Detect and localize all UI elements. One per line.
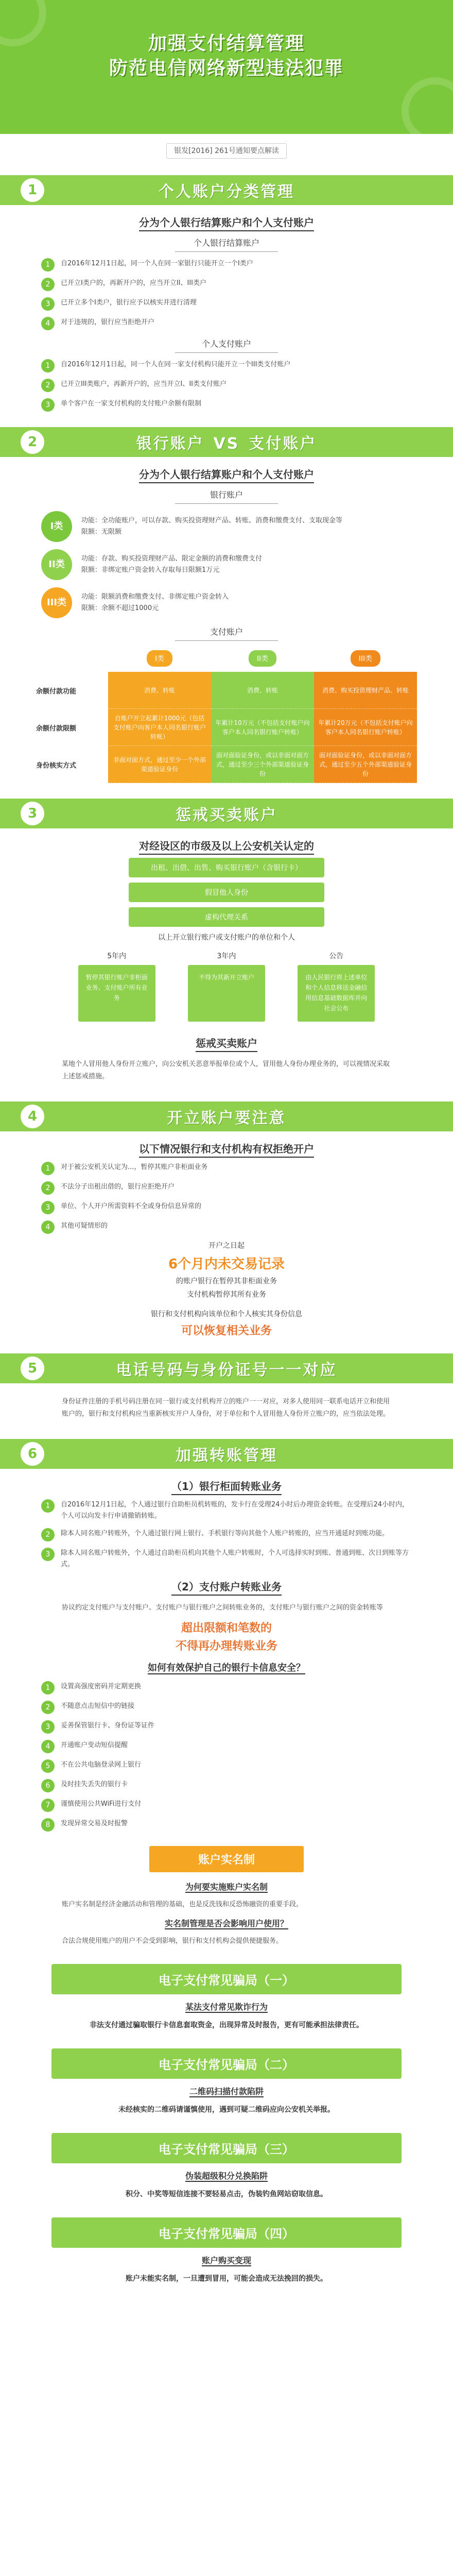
list-item: 1 对于被公安机关认定为...，暂停其账户非柜面业务 xyxy=(41,1162,412,1175)
scam-text: 非法支付通过骗取银行卡信息套取资金，出现异常及时报告，更有可能承担法律责任。 xyxy=(90,2021,363,2029)
list-item: 3 单位、个人开户所需资料不全或身份信息异常的 xyxy=(41,1201,412,1214)
bank-account-list xyxy=(0,258,453,330)
table-cell: 自账户开立起累计1000元（包括支付账户向客户本人同名银行账户转账） xyxy=(108,709,211,746)
section-5-header xyxy=(0,1353,453,1383)
violation-list xyxy=(0,858,453,927)
table-column xyxy=(314,672,417,783)
list-item: 1 设置高强度密码并定期更换 xyxy=(41,1681,412,1694)
table-column xyxy=(108,672,211,783)
table-cell: 年累计10万元（不包括支付账户向客户本人同名银行账户转账） xyxy=(211,709,314,746)
col-header: I类 xyxy=(147,650,172,667)
section-4-header xyxy=(0,1101,453,1131)
tier-badge: III类 xyxy=(41,587,72,618)
violation-pill: 出租、出借、出售、购买银行账户（含银行卡） xyxy=(129,858,324,877)
section-title: 惩戒买卖账户 xyxy=(176,806,277,824)
list-item: 4 开通账户变动短信提醒 xyxy=(41,1740,412,1753)
violation-summary: 以上开立银行账户或支付账户的单位和个人 xyxy=(158,934,295,942)
real-name-banner: 账户实名制 xyxy=(149,1846,304,1872)
dormant-note: 支付机构暂停其所有业务 xyxy=(187,1291,266,1299)
list-item: 2 已开立III类账户，再新开户的，应当开立I、II类支付账户 xyxy=(41,379,412,392)
transfer-sub2: （2）支付账户转账业务 xyxy=(0,1579,453,1594)
tier-row: II类 功能：存款、购买投资理财产品、限定金额的消费和缴费支付 限额：非绑定账户资金转入存取每日限额1万元 xyxy=(41,549,412,580)
list-item: 3 单个客户在一家支付机构的支付账户余额有限制 xyxy=(41,398,412,412)
section-2-subtitle: 分为个人银行结算账户和个人支付账户 xyxy=(0,466,453,481)
section-title: 开立账户要注意 xyxy=(167,1109,286,1127)
transfer-sub1: （1）银行柜面转账业务 xyxy=(0,1478,453,1493)
table-cell: 消费、转账 xyxy=(108,672,211,709)
section-number: 4 xyxy=(21,1105,44,1128)
list-item: 3 已开立多个I类户，银行应予以核实并进行清理 xyxy=(41,297,412,311)
penalty-title: 惩戒买卖账户 xyxy=(0,1035,453,1050)
real-name-question: 实名制管理是否会影响用户使用？ xyxy=(164,1919,288,1928)
card-safety-question: 如何有效保护自己的银行卡信息安全？ xyxy=(148,1663,305,1673)
limit-note: 不得再办理转账业务 xyxy=(175,1640,277,1653)
scam-banner: 电子支付常见骗局（二） xyxy=(51,2048,402,2079)
scam-subtitle: 伪装超级积分兑换陷阱 xyxy=(185,2171,268,2181)
list-item: 7 谨慎使用公共WiFi进行支付 xyxy=(41,1799,412,1812)
bank-tiers xyxy=(0,511,453,618)
pay-account-table xyxy=(36,650,417,783)
list-item: 4 其他可疑情形的 xyxy=(41,1221,412,1234)
scam-banner: 电子支付常见骗局（一） xyxy=(51,1964,402,1994)
section-3-subtitle: 对经设区的市级及以上公安机关认定的 xyxy=(0,838,453,853)
transfer-paragraph: 协议约定支付账户与支付账户、支付账户与银行账户之间转账业务的，支付账户与银行账户之间的资金转账等 xyxy=(62,1604,384,1612)
list-item: 8 发现异常交易及时报警 xyxy=(41,1818,412,1832)
list-item: 3 除本人同名账户转账外，个人通过自助柜员机向其他个人账户转账时，个人可选择实时到账、普通到账、次日到账等方式。 xyxy=(41,1548,412,1570)
dormant-note: 的账户银行在暂停其非柜面业务 xyxy=(176,1277,277,1285)
section-number: 6 xyxy=(21,1442,44,1466)
list-item: 6 及时挂失丢失的银行卡 xyxy=(41,1779,412,1792)
list-item: 1 自2016年12月1日起，同一个人在同一家银行只能开立一个I类户 xyxy=(41,258,412,272)
row-label: 余额付款功能 xyxy=(36,687,77,696)
pay-table-title: 支付账户 xyxy=(175,625,278,641)
dormant-highlight: 6个月内未交易记录 xyxy=(168,1257,285,1272)
table-cell: 年累计20万元（不包括支付账户向客户本人同名银行账户转账） xyxy=(314,709,417,746)
table-cell: 面对面验证身份，或以非面对面方式，通过至少三个外部渠道验证身份 xyxy=(211,746,314,783)
section-number: 5 xyxy=(21,1357,44,1380)
phone-paragraph: 身份证件注册的手机号码注册在同一银行或支付机构开立的账户一一对应，对多人使用同一联系电话开立和使用账户的，银行和支付机构应当重新核实开户人身份，对于单位和个人冒用他人身份开立账户的，应当依法处理。 xyxy=(62,1398,390,1418)
table-cell: 面对面验证身份，或以非面对面方式，通过至少五个外部渠道验证身份 xyxy=(314,746,417,783)
tier-row: III类 功能：限额消费和缴费支付、非绑定账户资金转入 限额：余额不超过1000元 xyxy=(41,587,412,618)
list-item: 3 妥善保管银行卡、身份证等证件 xyxy=(41,1720,412,1734)
section-6-header xyxy=(0,1439,453,1469)
table-column xyxy=(211,672,314,783)
list-item: 1 自2016年12月1日起，同一个人在同一家支付机构只能开立一个III类支付账户 xyxy=(41,359,412,372)
list-item: 2 除本人同名账户转账外，个人通过银行网上银行、手机银行等向其他个人账户转账的，应当开通延时到账功能。 xyxy=(41,1528,412,1541)
penalty-tree xyxy=(0,945,453,1027)
real-name-question: 为何要实施账户实名制 xyxy=(185,1882,268,1892)
row-label: 余额付款限额 xyxy=(36,724,77,733)
hero-banner xyxy=(0,0,453,134)
pay-account-box-title: 个人支付账户 xyxy=(175,337,278,353)
list-item: 2 不随意点击短信中的链接 xyxy=(41,1701,412,1714)
bank-account-box-title: 个人银行结算账户 xyxy=(175,236,278,252)
bank-tiers-title: 银行账户 xyxy=(175,488,278,504)
list-item: 1 自2016年12月1日起，个人通过银行自助柜员机转账的，发卡行在受理24小时后办理资金转账。在受理后24小时内，个人可以向发卡行申请撤销转账。 xyxy=(41,1499,412,1522)
hero-title-line2: 防范电信网络新型违法犯罪 xyxy=(109,57,344,78)
limit-note: 超出限额和笔数的 xyxy=(181,1622,272,1635)
list-item: 2 不法分子出租出借的，银行应拒绝开户 xyxy=(41,1181,412,1195)
section-title: 银行账户 VS 支付账户 xyxy=(136,435,317,453)
row-label: 身份核实方式 xyxy=(36,761,77,770)
dormant-note: 开户之日起 xyxy=(208,1242,245,1250)
real-name-answer: 账户实名制是经济金融活动和管理的基础，也是反洗钱和反恐怖融资的重要手段。 xyxy=(62,1901,303,1908)
section-title: 个人账户分类管理 xyxy=(159,183,294,201)
col-header: III类 xyxy=(351,650,380,667)
scam-text: 未经核实的二维码请谨慎使用，遇到可疑二维码应向公安机关举报。 xyxy=(118,2106,335,2114)
section-1-subtitle: 分为个人银行结算账户和个人支付账户 xyxy=(0,214,453,229)
penalty-paragraph: 某地个人冒用他人身份开立账户，向公安机关恶意举报单位或个人，冒用他人身份办理业务的，可以视情况采取上述惩戒措施。 xyxy=(62,1060,390,1080)
tier-row: I类 功能：全功能账户，可以存款、购买投资理财产品、转账、消费和缴费支付、支取现金等 限额：无限额 xyxy=(41,511,412,542)
scam-text: 账户未能实名制，一旦遭到冒用，可能会造成无法挽回的损失。 xyxy=(126,2275,327,2283)
penalty-branch: 公告 由人民银行将上述单位和个人信息移送金融信用信息基础数据库并向社会公布 xyxy=(298,951,375,1022)
real-name-answer: 合法合规使用账户的用户不会受到影响，银行和支付机构会提供便捷服务。 xyxy=(62,1937,283,1945)
scam-subtitle: 账户购买变现 xyxy=(201,2256,251,2265)
section-number: 2 xyxy=(21,430,44,454)
scam-text: 积分、中奖等短信连接不要轻易点击，伪装钓鱼网站窃取信息。 xyxy=(126,2190,327,2198)
list-item: 5 不在公共电脑登录网上银行 xyxy=(41,1759,412,1773)
violation-pill: 虚构代理关系 xyxy=(129,907,324,927)
section-number: 1 xyxy=(21,178,44,202)
section-3-header xyxy=(0,799,453,828)
scam-banner: 电子支付常见骗局（四） xyxy=(51,2217,402,2248)
refuse-list xyxy=(0,1162,453,1234)
restore-note: 可以恢复相关业务 xyxy=(181,1325,272,1337)
table-cell: 非面对面方式，通过至少一个外部渠道验证身份 xyxy=(108,746,211,783)
card-safety xyxy=(0,1660,453,1832)
verify-note: 银行和支付机构向该单位和个人核实其身份信息 xyxy=(151,1310,302,1318)
penalty-branch: 3年内 不得为其新开立账户 xyxy=(188,951,265,1022)
scam-banner: 电子支付常见骗局（三） xyxy=(51,2133,402,2163)
violation-pill: 假冒他人身份 xyxy=(129,883,324,902)
list-item: 2 已开立I类户的，再新开户的，应当开立II、III类户 xyxy=(41,278,412,291)
tier-badge: II类 xyxy=(41,549,72,580)
tier-badge: I类 xyxy=(41,511,72,542)
section-4-subtitle: 以下情况银行和支付机构有权拒绝开户 xyxy=(0,1141,453,1156)
scam-subtitle: 二维码扫描付款陷阱 xyxy=(189,2087,264,2096)
hero-title-line1: 加强支付结算管理 xyxy=(148,32,305,54)
table-cell: 消费、转账 xyxy=(211,672,314,709)
penalty-branch: 5年内 暂停其银行账户非柜面业务、支付账户所有业务 xyxy=(78,951,155,1022)
doc-number: 银发[2016] 261号通知要点解读 xyxy=(0,134,453,160)
section-2-header xyxy=(0,427,453,457)
section-title: 加强转账管理 xyxy=(176,1447,277,1465)
list-item: 4 对于违规的，银行应当拒绝开户 xyxy=(41,317,412,330)
section-1-header xyxy=(0,175,453,205)
pay-account-list xyxy=(0,359,453,412)
scam-subtitle: 某法支付常见欺诈行为 xyxy=(185,2002,268,2012)
section-number: 3 xyxy=(21,802,44,825)
table-cell: 消费、购买投资理财产品、转账 xyxy=(314,672,417,709)
col-header: II类 xyxy=(249,650,276,667)
transfer-list xyxy=(0,1499,453,1570)
section-title: 电话号码与身份证号一一对应 xyxy=(116,1361,337,1379)
